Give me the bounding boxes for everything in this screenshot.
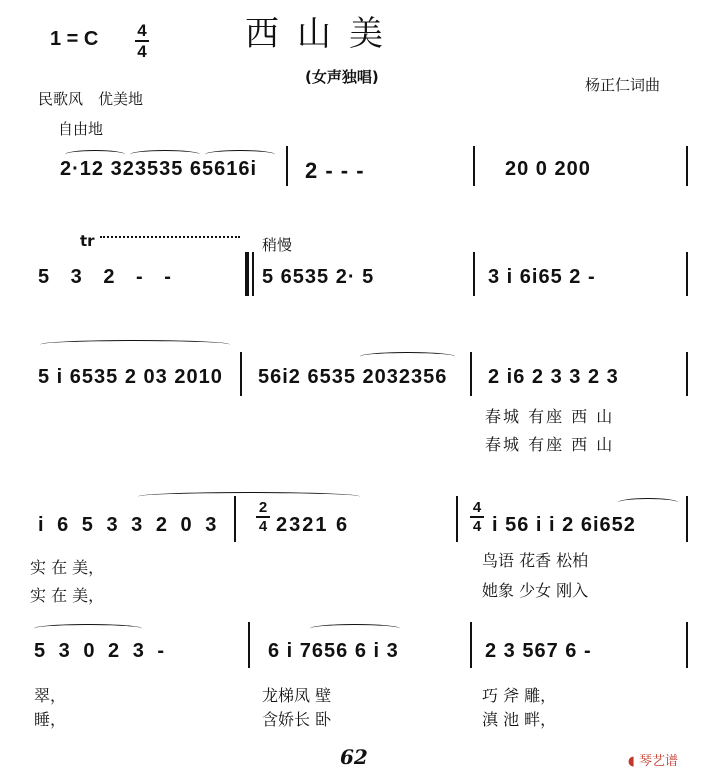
credits: 杨正仁词曲	[585, 76, 661, 94]
time-signature	[132, 22, 152, 60]
trill-line	[100, 236, 240, 238]
barline	[286, 146, 288, 186]
row4-measure1: i 6 5 3 3 2 0 3	[38, 514, 221, 536]
barline	[686, 496, 688, 542]
row1-measure3: 20 0 200	[505, 158, 591, 180]
slur	[40, 340, 230, 349]
logo-icon: ◖	[628, 754, 635, 769]
lyric-verse1: 巧 斧 雕，	[482, 686, 557, 705]
lyric-verse1: 实 在 美，	[30, 558, 105, 577]
key-signature: 1 = C	[50, 28, 99, 50]
slur	[205, 150, 275, 159]
barline	[252, 252, 254, 296]
slur	[618, 498, 678, 507]
meter-bottom: 4	[137, 42, 147, 61]
meter-top: 4	[137, 21, 147, 40]
slur	[130, 150, 200, 159]
slur	[34, 624, 142, 633]
trill-mark: tr	[80, 232, 95, 250]
slur	[65, 150, 125, 159]
row2-measure2: 5 6535 2· 5	[262, 266, 375, 288]
barline	[686, 352, 688, 396]
slur	[360, 352, 455, 361]
row4-measure3: i 56 i i 2 6i652	[492, 514, 636, 536]
barline	[240, 352, 242, 396]
tempo-slower: 稍慢	[262, 236, 293, 254]
tempo-marking: 自由地	[58, 120, 104, 138]
lyric-verse2: 实 在 美，	[30, 586, 105, 605]
lyric-verse1: 龙梯凤 壁	[262, 686, 332, 705]
lyric-verse1: 翠，	[34, 686, 67, 705]
row1-measure1: 2·12 323535 65616i	[60, 158, 258, 180]
meter-change-4-4: 4 4	[468, 500, 486, 534]
barline	[473, 146, 475, 186]
logo-text: 琴艺谱	[639, 754, 679, 769]
row1-measure2: 2 - - -	[305, 158, 365, 183]
barline	[470, 622, 472, 668]
lyric-verse1: 春城 有座 西 山	[485, 407, 615, 426]
row3-measure1: 5 i 6535 2 03 2010	[38, 366, 223, 388]
slur	[310, 624, 400, 633]
barline	[234, 496, 236, 542]
barline	[686, 252, 688, 296]
row3-measure2: 56i2 6535 2032356	[258, 366, 448, 388]
site-logo	[628, 750, 678, 769]
row5-measure2: 6 i 7656 6 i 3	[268, 640, 399, 662]
barline	[686, 146, 688, 186]
lyric-verse2: 睡，	[34, 710, 67, 729]
performance-note: (女声独唱)	[305, 68, 379, 86]
lyric-verse2: 滇 池 畔，	[482, 710, 557, 729]
row2-measure1: 5 3 2 - -	[38, 266, 179, 288]
page-number: 62	[340, 745, 368, 769]
row5-measure3: 2 3 567 6 -	[485, 640, 592, 662]
barline	[248, 622, 250, 668]
row2-measure3: 3 i 6i65 2 -	[488, 266, 596, 288]
barline	[456, 496, 458, 542]
lyric-verse2: 春城 有座 西 山	[485, 435, 615, 454]
lyric-verse2: 含娇长 卧	[262, 710, 332, 729]
style-marking: 民歌风 优美地	[38, 90, 144, 108]
slur	[138, 492, 360, 501]
row4-measure2: 2321 6	[276, 514, 350, 536]
lyric-verse2: 她象 少女 刚入	[482, 581, 589, 600]
barline	[473, 252, 475, 296]
barline	[686, 622, 688, 668]
meter-change-2-4: 2 4	[254, 500, 272, 534]
row3-measure3: 2 i6 2 3 3 2 3	[488, 366, 619, 388]
song-title: 西山美	[245, 14, 401, 54]
repeat-barline	[245, 252, 249, 296]
row5-measure1: 5 3 0 2 3 -	[34, 640, 169, 662]
barline	[470, 352, 472, 396]
lyric-verse1: 鸟语 花香 松柏	[482, 551, 589, 570]
